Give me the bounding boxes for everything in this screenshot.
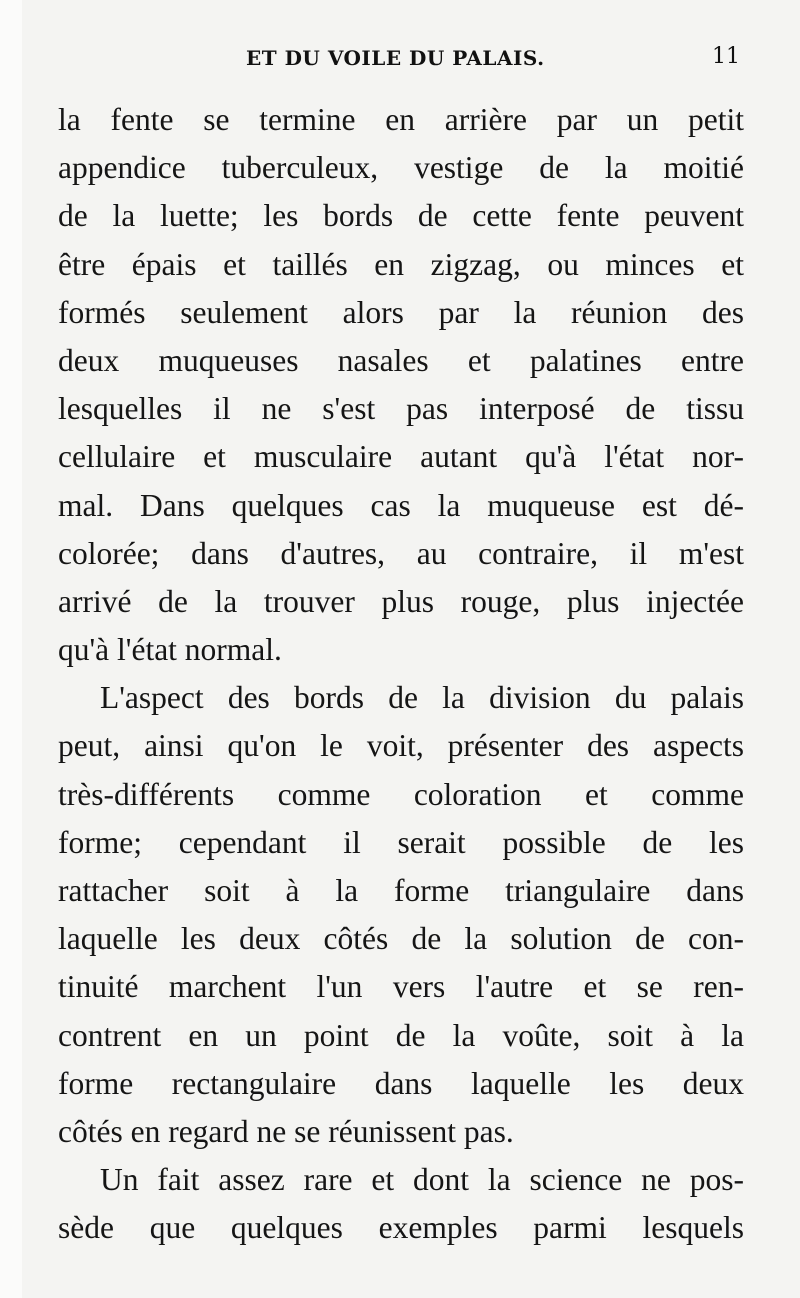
text-line: formés seulement alors par la réunion des xyxy=(58,294,744,330)
text-line: forme rectangulaire dans laquelle les deux xyxy=(58,1065,744,1101)
text-line: la fente se termine en arrière par un petit xyxy=(58,102,744,137)
running-head-title: ET DU VOILE DU PALAIS. xyxy=(246,46,545,70)
page-number: 11 xyxy=(712,44,740,69)
text-line: lesquelles il ne s'est pas interposé de tissu xyxy=(58,391,744,427)
text-line: deux muqueuses nasales et palatines entre xyxy=(58,342,744,378)
text-line: appendice tuberculeux, vestige de la moitié xyxy=(58,150,744,186)
text-line: contrent en un point de la voûte, soit à la xyxy=(58,1017,744,1053)
text-line: arrivé de la trouver plus rouge, plus injectée xyxy=(58,583,744,619)
text-line: très-différents comme coloration et comme xyxy=(58,776,744,812)
text-line: côtés en regard ne se réunissent pas. xyxy=(58,1113,514,1149)
text-line: cellulaire et musculaire autant qu'à l'état nor- xyxy=(58,439,744,475)
text-line: tinuité marchent l'un vers l'autre et se ren- xyxy=(58,969,744,1005)
body-text xyxy=(58,96,744,1253)
text-line: Un fait assez rare et dont la science ne pos- xyxy=(100,1162,744,1198)
page-edge xyxy=(0,0,22,1298)
text-line: de la luette; les bords de cette fente peuvent xyxy=(58,198,744,234)
text-line: peut, ainsi qu'on le voit, présenter des aspects xyxy=(58,728,744,764)
text-line: sède que quelques exemples parmi lesquels xyxy=(58,1210,744,1246)
text-line: forme; cependant il serait possible de les xyxy=(58,824,744,860)
text-line: être épais et taillés en zigzag, ou minces et xyxy=(58,246,744,282)
text-line: rattacher soit à la forme triangulaire dans xyxy=(58,873,744,908)
text-line: mal. Dans quelques cas la muqueuse est dé- xyxy=(58,487,744,523)
running-head xyxy=(58,38,748,78)
text-line: laquelle les deux côtés de la solution de con- xyxy=(58,921,744,957)
text-line: qu'à l'état normal. xyxy=(58,632,282,668)
text-line: L'aspect des bords de la division du palais xyxy=(100,680,744,716)
text-line: colorée; dans d'autres, au contraire, il m'est xyxy=(58,535,744,571)
